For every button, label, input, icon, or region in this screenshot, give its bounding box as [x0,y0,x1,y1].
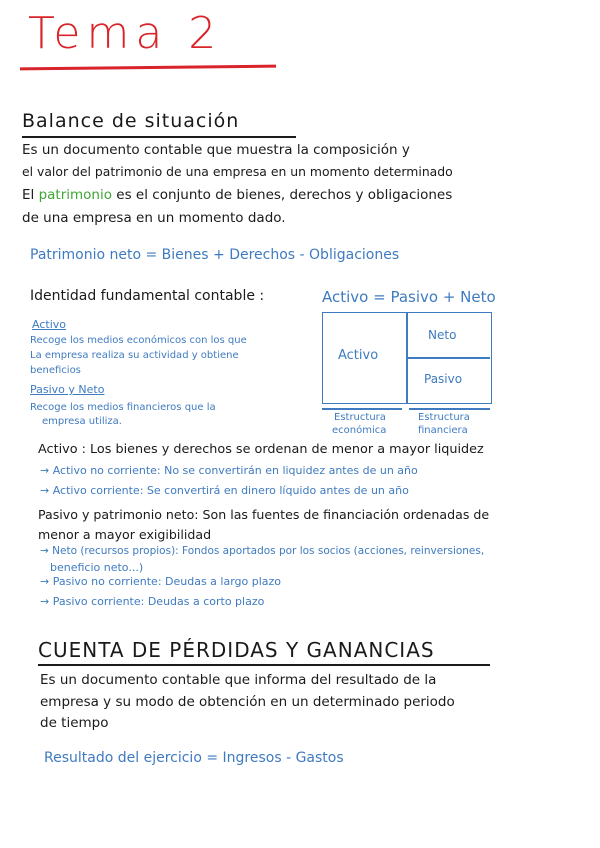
identity-formula: Activo = Pasivo + Neto [322,288,496,306]
activo-desc: Recoge los medios económicos con los que [30,335,247,346]
diagram-neto-label: Neto [428,328,457,342]
pasivo-item: beneficio neto...) [50,561,144,574]
text-fragment: El [22,187,35,203]
pasivo-item: → Neto (recursos propios): Fondos aportados por los socios (acciones, reinversiones, [40,545,485,557]
diagram-activo-label: Activo [338,348,379,363]
activo-order-text: Activo : Los bienes y derechos se ordenan de menor a mayor liquidez [38,442,484,457]
patrimonio-formula: Patrimonio neto = Bienes + Derechos - Obligaciones [30,247,400,263]
balance-text-line: Es un documento contable que muestra la composición y [22,142,410,158]
diagram-divider [406,357,490,359]
balance-text-line: el valor del patrimonio de una empresa en un momento determinado [22,164,453,179]
diagram-caption: Estructura [334,412,386,423]
diagram-brace [409,408,490,410]
balance-text-line [22,187,452,203]
pasivo-desc: empresa utiliza. [42,416,122,427]
pyg-text-line: de tiempo [40,715,109,731]
pasivo-order-text: Pasivo y patrimonio neto: Son las fuentes de financiación ordenadas de [38,507,490,522]
diagram-caption: económica [332,425,387,436]
section-heading-pyg: CUENTA DE PÉRDIDAS Y GANANCIAS [38,638,435,662]
activo-heading: Activo [32,318,66,331]
diagram-brace [322,408,402,410]
activo-desc: beneficios [30,365,81,376]
diagram-caption: Estructura [418,412,470,423]
pyg-text-line: Es un documento contable que informa del resultado de la [40,672,437,688]
pasivo-heading: Pasivo y Neto [30,383,105,396]
balance-text-line: de una empresa en un momento dado. [22,210,286,226]
activo-item: → Activo corriente: Se convertirá en dinero líquido antes de un año [40,484,409,497]
pasivo-item: → Pasivo no corriente: Deudas a largo plazo [40,575,282,588]
diagram-caption: financiera [418,425,468,436]
pasivo-item: → Pasivo corriente: Deudas a corto plazo [40,595,265,608]
identity-label: Identidad fundamental contable : [30,288,265,304]
diagram-pasivo-label: Pasivo [424,372,463,386]
section-underline [22,136,296,138]
activo-item: → Activo no corriente: No se convertirán en liquidez antes de un año [40,464,418,477]
activo-desc: La empresa realiza su actividad y obtiene [30,350,239,361]
page-title: Tema 2 [28,8,223,59]
section-heading-balance: Balance de situación [22,110,240,132]
pasivo-desc: Recoge los medios financieros que la [30,402,216,413]
title-underline [20,65,276,71]
section-underline [38,664,490,666]
pyg-text-line: empresa y su modo de obtención en un determinado periodo [40,694,455,710]
text-fragment: es el conjunto de bienes, derechos y obligaciones [116,187,453,203]
pasivo-order-text: menor a mayor exigibilidad [38,527,212,542]
resultado-formula: Resultado del ejercicio = Ingresos - Gastos [44,750,344,766]
highlight-term: patrimonio [38,187,112,203]
